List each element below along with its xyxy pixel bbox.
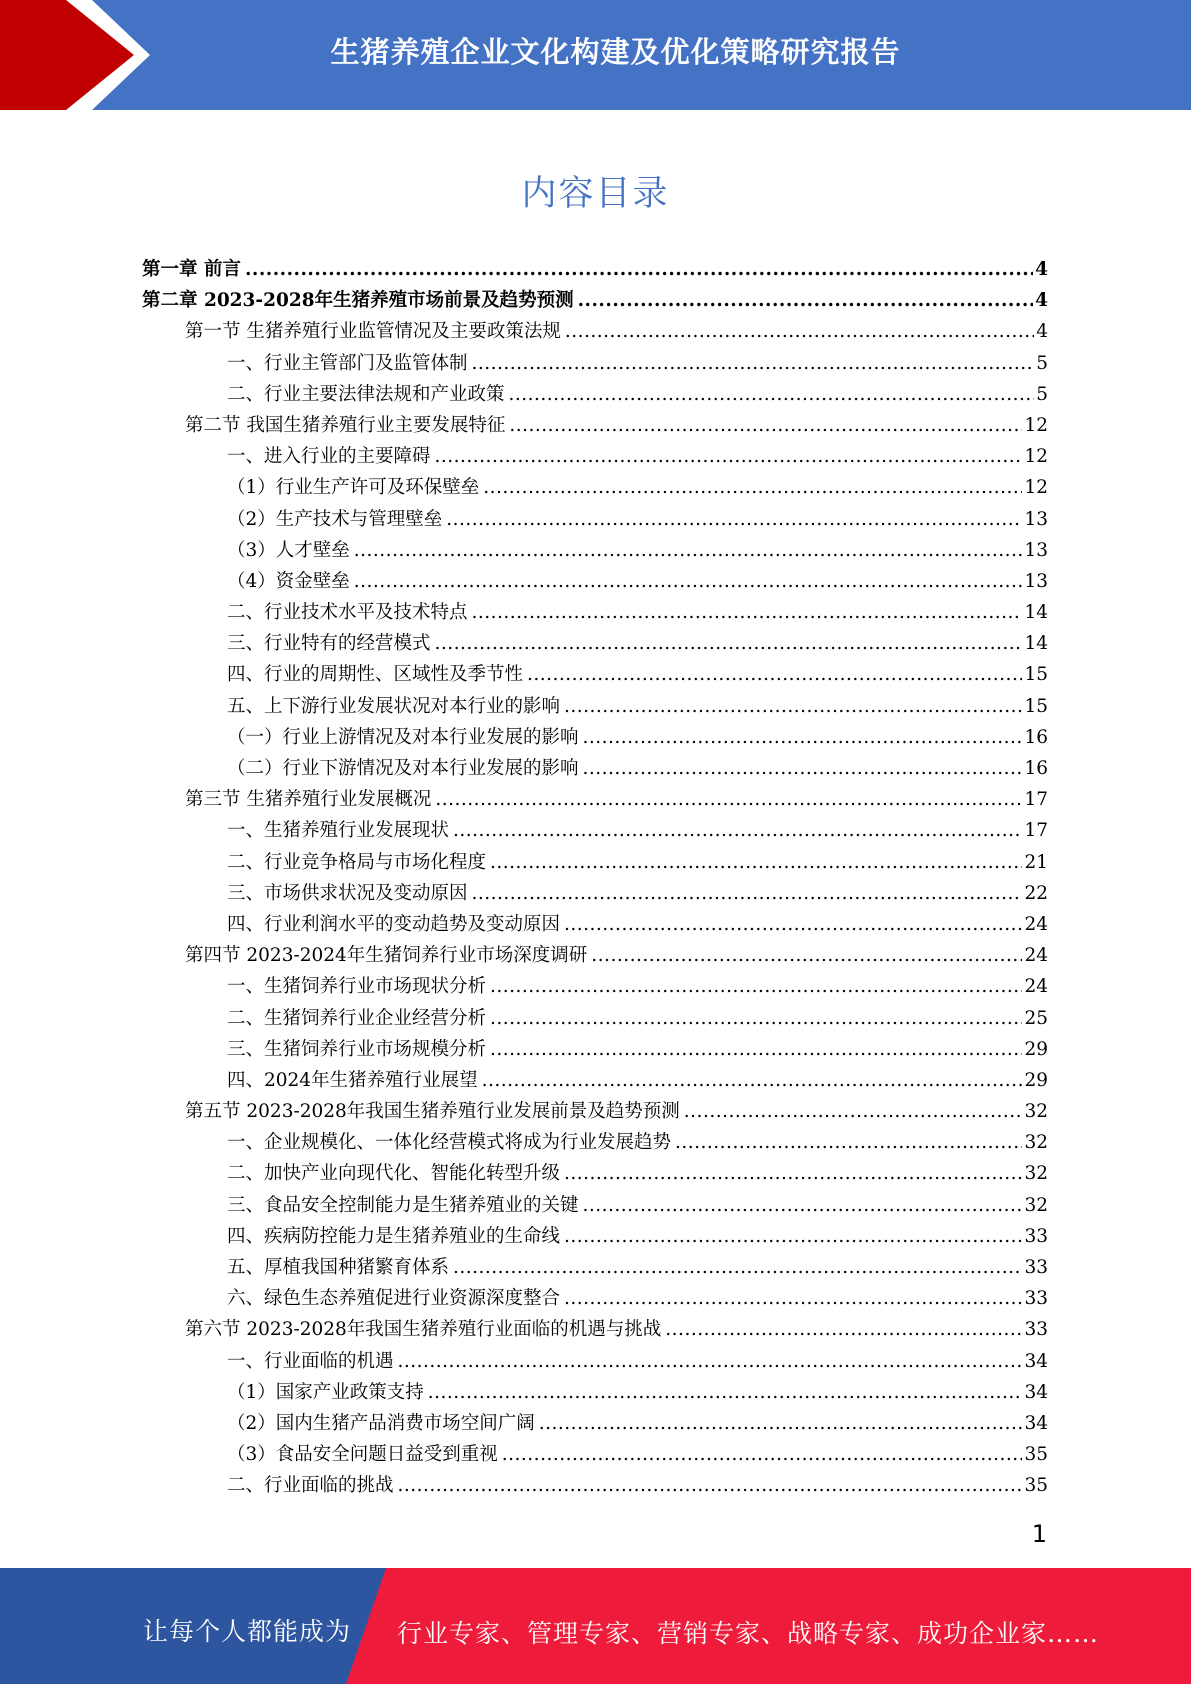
toc-dot-leader	[591, 940, 1022, 971]
toc-entry-page: 4	[1036, 321, 1048, 343]
toc-entry-page: 24	[1024, 976, 1048, 998]
toc-entry-page: 15	[1024, 695, 1048, 717]
toc-entry-page: 4	[1035, 259, 1048, 280]
toc-dot-leader	[509, 410, 1022, 441]
toc-entry-page: 21	[1024, 851, 1048, 873]
toc-entry[interactable]	[142, 1470, 1048, 1501]
toc-entry[interactable]	[142, 722, 1048, 753]
toc-entry[interactable]	[142, 566, 1048, 597]
toc-dot-leader	[583, 722, 1023, 753]
toc-entry-page: 33	[1024, 1319, 1048, 1341]
toc-entry-page: 24	[1024, 913, 1048, 935]
toc-heading: 内容目录	[521, 174, 670, 214]
toc-entry-title: 第六节 2023-2028年我国生猪养殖行业面临的机遇与挑战	[185, 1319, 662, 1341]
toc-entry[interactable]	[142, 1158, 1048, 1189]
toc-entry-page: 33	[1024, 1257, 1048, 1278]
toc-entry-title: 第二章 2023-2028年生猪养殖市场前景及趋势预测	[142, 290, 574, 312]
toc-entry[interactable]	[142, 691, 1048, 722]
toc-entry-page: 34	[1024, 1350, 1048, 1372]
toc-entry[interactable]	[142, 1221, 1048, 1252]
toc-entry-page: 32	[1024, 1163, 1048, 1185]
toc-entry[interactable]	[142, 504, 1048, 535]
toc-entry-title: （4）资金壁垒	[227, 570, 350, 592]
toc-dot-leader	[446, 504, 1022, 535]
toc-dot-leader	[354, 535, 1023, 566]
toc-dot-leader	[578, 285, 1034, 316]
toc-dot-leader	[453, 1252, 1022, 1283]
toc-dot-leader	[435, 784, 1022, 815]
report-title: 生猪养殖企业文化构建及优化策略研究报告	[330, 35, 901, 69]
toc-entry-title: 四、行业的周期性、区域性及季节性	[227, 664, 524, 686]
toc-entry-page: 12	[1024, 477, 1048, 499]
toc-entry-page: 24	[1024, 945, 1048, 967]
toc-entry-title: 第三节 生猪养殖行业发展概况	[185, 789, 432, 811]
toc-entry-title: （3）人才壁垒	[227, 539, 350, 561]
toc-entry-page: 16	[1024, 726, 1048, 748]
toc-entry[interactable]	[142, 535, 1048, 566]
toc-dot-leader	[490, 1034, 1022, 1065]
toc-entry-page: 34	[1024, 1381, 1048, 1403]
toc-dot-leader	[453, 815, 1022, 846]
toc-dot-leader	[472, 597, 1023, 628]
toc-entry-page: 4	[1035, 290, 1048, 312]
toc-entry-title: 二、行业面临的挑战	[227, 1475, 394, 1497]
toc-entry[interactable]	[142, 285, 1048, 316]
toc-dot-leader	[354, 566, 1023, 597]
toc-entry-page: 32	[1024, 1101, 1048, 1123]
toc-entry[interactable]	[142, 1034, 1048, 1065]
toc-dot-leader	[564, 909, 1022, 940]
toc-dot-leader	[502, 1439, 1023, 1470]
toc-entry[interactable]	[142, 410, 1048, 441]
toc-entry-page: 5	[1036, 352, 1048, 374]
toc-entry-title: （1）行业生产许可及环保壁垒	[227, 477, 480, 499]
toc-entry[interactable]	[142, 784, 1048, 815]
toc-entry[interactable]	[142, 379, 1048, 410]
toc-entry-title: 第四节 2023-2024年生猪饲养行业市场深度调研	[185, 945, 588, 967]
toc-entry-page: 33	[1024, 1225, 1048, 1247]
toc-entry-page: 32	[1024, 1132, 1048, 1154]
toc-dot-leader	[684, 1096, 1023, 1127]
toc-dot-leader	[472, 348, 1035, 379]
header-banner	[0, 0, 1191, 110]
toc-entry-title: 五、厚植我国种猪繁育体系	[227, 1257, 450, 1278]
toc-dot-leader	[482, 1065, 1023, 1096]
toc-dot-leader	[564, 1221, 1022, 1252]
toc-entry-title: （1）国家产业政策支持	[227, 1381, 424, 1403]
toc-dot-leader	[565, 316, 1034, 347]
toc-entry-page: 13	[1024, 570, 1048, 592]
toc-entry-title: （2）生产技术与管理壁垒	[227, 508, 443, 530]
chevron-arrow-icon	[0, 0, 140, 110]
toc-entry-title: 第一章 前言	[142, 259, 241, 280]
toc-entry-page: 15	[1024, 664, 1048, 686]
toc-entry[interactable]	[142, 1314, 1048, 1345]
toc-entry[interactable]	[142, 316, 1048, 347]
toc-entry-page: 29	[1024, 1038, 1048, 1060]
toc-entry[interactable]	[142, 1252, 1048, 1283]
page-number: 1	[1031, 1520, 1047, 1548]
toc-entry[interactable]	[142, 1127, 1048, 1158]
toc-entry[interactable]	[142, 472, 1048, 503]
toc-entry-title: 二、行业竞争格局与市场化程度	[227, 851, 487, 873]
toc-entry-page: 17	[1024, 789, 1048, 811]
toc-entry[interactable]	[142, 847, 1048, 878]
toc-entry-title: 六、绿色生态养殖促进行业资源深度整合	[227, 1288, 561, 1310]
toc-dot-leader	[490, 1003, 1022, 1034]
toc-entry-title: 一、企业规模化、一体化经营模式将成为行业发展趋势	[227, 1132, 672, 1154]
toc-entry-title: 三、市场供求状况及变动原因	[227, 882, 468, 904]
toc-dot-leader	[428, 1377, 1023, 1408]
toc-entry[interactable]	[142, 753, 1048, 784]
toc-entry-page: 35	[1024, 1444, 1048, 1466]
toc-entry[interactable]	[142, 940, 1048, 971]
toc-dot-leader	[509, 379, 1035, 410]
toc-entry-title: 一、行业主管部门及监管体制	[227, 352, 468, 374]
toc-entry-title: 第一节 生猪养殖行业监管情况及主要政策法规	[185, 321, 561, 343]
toc-entry-page: 32	[1024, 1194, 1048, 1216]
toc-dot-leader	[435, 628, 1023, 659]
toc-entry-title: 第五节 2023-2028年我国生猪养殖行业发展前景及趋势预测	[185, 1101, 680, 1123]
toc-entry[interactable]	[142, 909, 1048, 940]
toc-entry-page: 34	[1024, 1412, 1048, 1434]
toc-entry[interactable]	[142, 1283, 1048, 1314]
toc-entry-title: 二、生猪饲养行业企业经营分析	[227, 1007, 487, 1029]
toc-dot-leader	[490, 971, 1022, 1002]
toc-dot-leader	[675, 1127, 1022, 1158]
toc-entry-page: 33	[1024, 1288, 1048, 1310]
toc-entry-title: 四、2024年生猪养殖行业展望	[227, 1069, 478, 1091]
toc-entry[interactable]	[142, 1346, 1048, 1377]
footer-slogan-left: 让每个人都能成为	[143, 1617, 352, 1646]
toc-dot-leader	[472, 878, 1023, 909]
toc-entry-page: 12	[1024, 446, 1048, 468]
toc-entry-title: 三、行业特有的经营模式	[227, 633, 431, 655]
toc-entry-title: 三、食品安全控制能力是生猪养殖业的关键	[227, 1194, 579, 1216]
toc-dot-leader	[539, 1408, 1023, 1439]
toc-entry[interactable]	[142, 1408, 1048, 1439]
toc-entry-title: 三、生猪饲养行业市场规模分析	[227, 1038, 487, 1060]
toc-entry-title: （3）食品安全问题日益受到重视	[227, 1444, 498, 1466]
toc-dot-leader	[564, 691, 1022, 722]
toc-entry[interactable]	[142, 1096, 1048, 1127]
toc-entry-page: 25	[1024, 1007, 1048, 1029]
toc-entry-title: 二、加快产业向现代化、智能化转型升级	[227, 1163, 561, 1185]
toc-entry-title: 一、进入行业的主要障碍	[227, 446, 431, 468]
toc-entry-page: 29	[1024, 1069, 1048, 1091]
toc-entry-page: 35	[1024, 1475, 1048, 1497]
toc-entry-title: （二）行业下游情况及对本行业发展的影响	[227, 758, 579, 779]
toc-dot-leader	[398, 1346, 1023, 1377]
toc-entry-title: 第二节 我国生猪养殖行业主要发展特征	[185, 414, 506, 436]
toc-dot-leader	[583, 753, 1023, 784]
toc-dot-leader	[665, 1314, 1022, 1345]
toc-entry-title: （一）行业上游情况及对本行业发展的影响	[227, 726, 579, 748]
toc-entry-title: 二、行业主要法律法规和产业政策	[227, 383, 505, 405]
toc-entry[interactable]	[142, 1439, 1048, 1470]
toc-entry-page: 12	[1024, 414, 1048, 436]
toc-dot-leader	[435, 441, 1023, 472]
toc-dot-leader	[245, 254, 1033, 285]
toc-entry-title: 一、生猪养殖行业发展现状	[227, 820, 450, 842]
toc-entry[interactable]	[142, 628, 1048, 659]
toc-entry-page: 13	[1024, 508, 1048, 530]
toc-entry-page: 13	[1024, 539, 1048, 561]
toc-entry[interactable]	[142, 815, 1048, 846]
toc-dot-leader	[483, 472, 1022, 503]
toc-entry[interactable]	[142, 254, 1048, 285]
toc-entry[interactable]	[142, 1190, 1048, 1221]
toc-dot-leader	[564, 1283, 1022, 1314]
toc-entry[interactable]	[142, 1003, 1048, 1034]
toc-entry-page: 14	[1024, 602, 1048, 624]
toc-entry-title: （2）国内生猪产品消费市场空间广阔	[227, 1412, 535, 1434]
toc-entry-title: 四、疾病防控能力是生猪养殖业的生命线	[227, 1225, 561, 1247]
toc-entry-page: 14	[1024, 633, 1048, 655]
toc-entry[interactable]	[142, 1065, 1048, 1096]
toc-entry[interactable]	[142, 659, 1048, 690]
toc-entry[interactable]	[142, 878, 1048, 909]
table-of-contents	[142, 254, 1048, 1502]
toc-dot-leader	[398, 1470, 1023, 1501]
toc-entry[interactable]	[142, 1377, 1048, 1408]
toc-entry-title: 四、行业利润水平的变动趋势及变动原因	[227, 913, 561, 935]
toc-dot-leader	[564, 1158, 1022, 1189]
toc-dot-leader	[583, 1190, 1023, 1221]
toc-entry-title: 一、生猪饲养行业市场现状分析	[227, 976, 487, 998]
toc-entry[interactable]	[142, 441, 1048, 472]
toc-entry-title: 五、上下游行业发展状况对本行业的影响	[227, 695, 561, 717]
footer-slogan-right: 行业专家、管理专家、营销专家、战略专家、成功企业家……	[397, 1619, 1100, 1648]
toc-entry-title: 一、行业面临的机遇	[227, 1350, 394, 1372]
toc-entry-page: 17	[1024, 820, 1048, 842]
toc-entry-title: 二、行业技术水平及技术特点	[227, 602, 468, 624]
toc-entry[interactable]	[142, 597, 1048, 628]
toc-entry[interactable]	[142, 348, 1048, 379]
toc-entry-page: 22	[1024, 882, 1048, 904]
toc-entry-page: 16	[1024, 758, 1048, 779]
toc-dot-leader	[527, 659, 1022, 690]
toc-entry-page: 5	[1036, 383, 1048, 405]
toc-dot-leader	[490, 847, 1022, 878]
toc-entry[interactable]	[142, 971, 1048, 1002]
